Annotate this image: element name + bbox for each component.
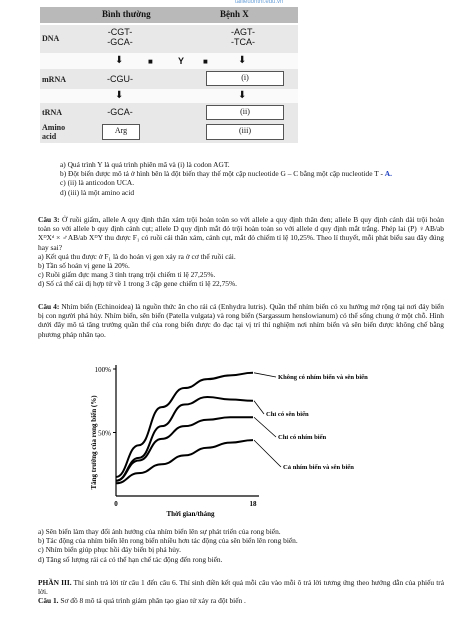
q3-item-b: b) Tần số hoán vị gene là 20%.	[38, 261, 130, 271]
series-line	[116, 417, 253, 481]
series-label: Cả nhím biển và sên biển	[283, 464, 354, 471]
answer-c: c) (ii) là anticodon UCA.	[60, 178, 135, 188]
down-arrow-icon: ⬇	[238, 55, 247, 66]
amino-normal: Arg	[102, 124, 140, 140]
trna-disease: (ii)	[206, 105, 284, 120]
q3-item-d: d) Số cá thể cái dị hợp tử về 1 trong 3 cặp gene chiếm tỉ lệ 22,75%.	[38, 279, 237, 289]
q4-items	[38, 527, 444, 564]
q3-body: Câu 3: Ở ruồi giấm, allele A quy định thân xám trội hoàn toàn so với allele a quy định thân đen; allele B quy định cánh dài trội hoàn toàn so với allele b quy định cánh cụt; allele D quy định mắt đỏ trội hoàn toàn so với allele d quy định mắt trắng. Phép lai (P) ♀AB/ab XᴰXᵈ × ♂AB/ab XᴰY thu được F₁ có ruồi cái thân xám, cánh cụt, mắt đỏ chiếm tỉ lệ 10,25%. Theo lí thuyết, mỗi phát biểu sau đây đúng hay sai?	[38, 215, 444, 252]
part3-body: PHẦN III. Thí sinh trả lời từ câu 1 đến câu 6. Thí sinh điền kết quả mỗi câu vào mỗi ô trả lời tương ứng theo hướng dẫn của phiếu trả lời.	[38, 578, 444, 597]
leader-line	[254, 401, 264, 414]
mrna-normal: -CGU-	[107, 74, 133, 84]
q3-item-a: a) Kết quả thu được ở F₁ là do hoán vị gen xảy ra ở cơ thể ruồi cái.	[38, 251, 236, 261]
table-header	[40, 7, 298, 23]
series-label: Không có nhím biển và sên biển	[278, 374, 368, 381]
y-tick-label: 50%	[98, 429, 111, 438]
row-label-mrna: mRNA	[42, 75, 66, 84]
mutation-table	[38, 5, 298, 143]
row-label-dna: DNA	[42, 34, 60, 43]
down-arrow-icon: ⬇	[238, 90, 247, 101]
leader-line	[254, 373, 276, 377]
question-3	[38, 215, 444, 289]
y-tick-label: 100%	[94, 366, 111, 374]
down-arrow-icon: ⬇	[115, 90, 124, 101]
q2-answers	[38, 160, 444, 197]
q3-item-c: c) Ruồi giấm đực mang 3 tính trạng trội chiếm tỉ lệ 27,25%.	[38, 270, 216, 280]
watermark: tailieuonthi.edu.vn	[235, 0, 284, 5]
x-tick-label: 18	[249, 500, 257, 508]
answer-d: d) (iii) là một amino acid	[60, 187, 135, 197]
trna-normal: -GCA-	[107, 107, 133, 117]
seaweed-growth-chart	[78, 361, 378, 521]
header-normal: Bình thường	[102, 9, 151, 19]
leader-line	[254, 417, 276, 437]
q4-item-b: b) Tác động của nhím biển lên rong biển nhiều hơn tác động của sên biển lên rong biển.	[38, 536, 298, 546]
series-label: Chỉ có sên biển	[266, 411, 309, 418]
answer-b: b) Đột biến được mô tả ở hình bên là đột biến thay thế một cặp nucleotide G – C bằng một cặp nucleotide T - A.	[60, 169, 392, 179]
dna-disease: -AGT- -TCA-	[231, 27, 255, 47]
row-label-amino: Amino acid	[42, 123, 66, 141]
square-icon: ■	[203, 57, 208, 66]
series-label: Chỉ có nhím biển	[278, 434, 327, 441]
x-tick-label: 0	[114, 500, 118, 508]
row-label-trna: tRNA	[42, 108, 62, 117]
header-disease: Bệnh X	[220, 9, 249, 19]
answer-a: a) Quá trình Y là quá trình phiên mã và (i) là codon AGT.	[60, 160, 230, 169]
dna-normal: -CGT- -GCA-	[107, 27, 133, 47]
answer-mark: A.	[384, 169, 392, 179]
x-axis-label: Thời gian/tháng	[166, 510, 215, 518]
down-arrow-icon: ⬇	[115, 55, 124, 66]
process-y-label: Y	[178, 56, 185, 66]
question-4	[38, 302, 444, 339]
square-icon: ■	[148, 57, 153, 66]
part3-q1: Câu 1. Sơ đồ 8 mô tả quá trình giảm phân tạo giao tử xảy ra đột biến .	[38, 596, 246, 606]
y-axis-label: Tăng trưởng của rong biển (%)	[90, 395, 98, 490]
part-3	[38, 578, 444, 606]
amino-disease: (iii)	[206, 124, 284, 140]
q4-body: Câu 4: Nhím biển (Echinoidea) là nguồn thức ăn cho rái cá (Enhydra lutris). Quần thể nhím biển có xu hướng mở rộng tại nơi đáy biển bị con người phá hủy. Nhím biển, sên biển (Patella vulgata) và rong biển (Sargassum henslowianum) có thể sống chung ở một chỗ. Hình dưới đây mô tả tăng trưởng quần thể của rong biển được đo đạc tại vị trí thí nghiệm nơi nhím biển và sên biển được không chế bằng phương pháp nhân tạo.	[38, 302, 444, 339]
series-line	[116, 397, 253, 481]
mrna-disease: (i)	[206, 71, 284, 86]
q4-item-c: c) Nhím biển giúp phục hồi đáy biển bị phá hủy.	[38, 545, 181, 555]
q4-item-a: a) Sên biển làm thay đổi ảnh hưởng của nhím biển lên sự phát triển của rong biển.	[38, 527, 281, 536]
leader-line	[254, 440, 281, 467]
q4-item-d: d) Tăng số lượng rái cá có thể hạn chế tác động đến rong biển.	[38, 554, 223, 564]
